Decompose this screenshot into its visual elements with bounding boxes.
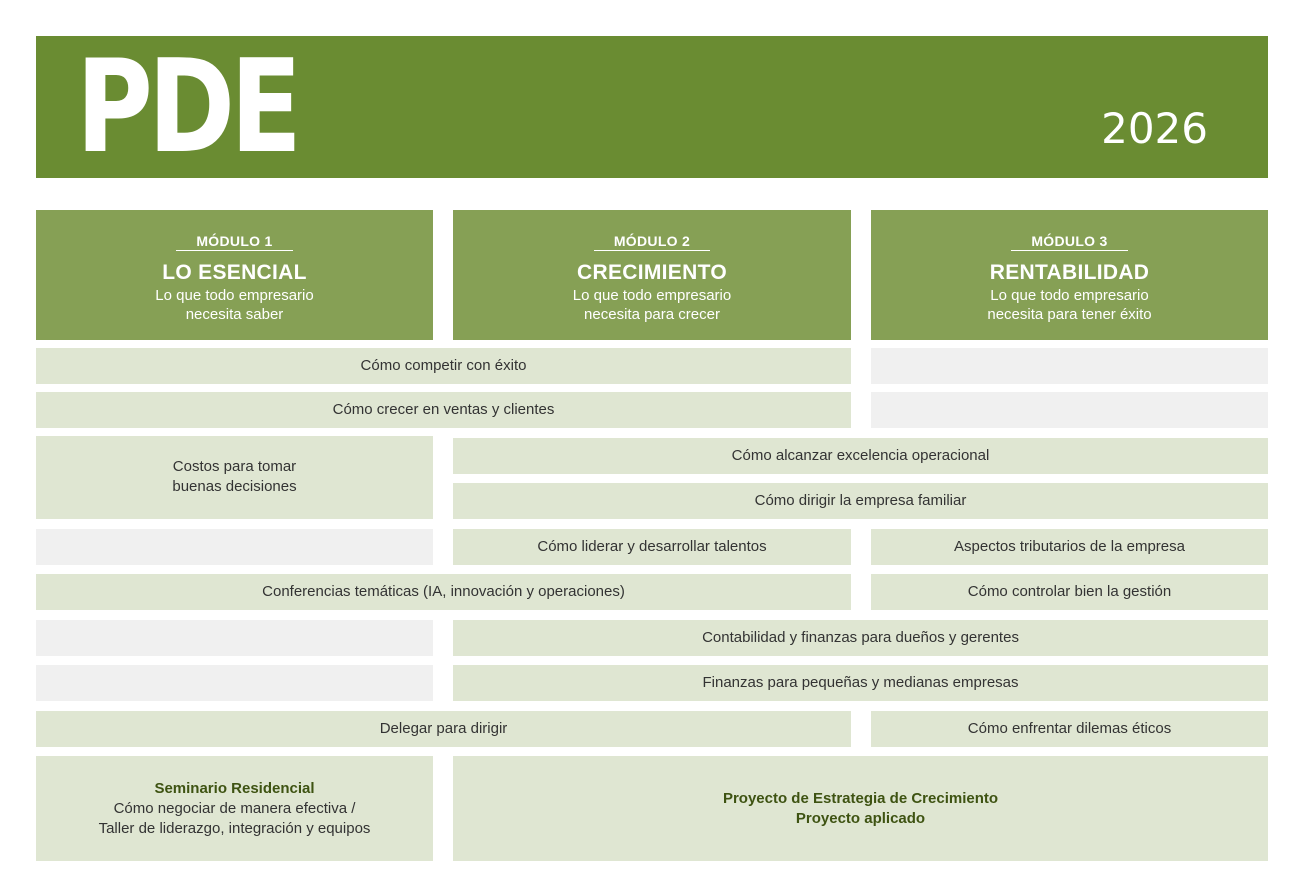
- course-crecer: Cómo crecer en ventas y clientes: [36, 392, 851, 428]
- module-3-label: MÓDULO 3: [1011, 233, 1127, 251]
- program-logo: PDE: [76, 33, 297, 182]
- module-3-subtitle: [871, 286, 1268, 324]
- project-block: [453, 756, 1268, 861]
- course-dilemas: Cómo enfrentar dilemas éticos: [871, 711, 1268, 747]
- module-1-label: MÓDULO 1: [176, 233, 292, 251]
- course-contabilidad: Contabilidad y finanzas para dueños y gerentes: [453, 620, 1268, 656]
- course-controlar: Cómo controlar bien la gestión: [871, 574, 1268, 610]
- project-line-2: Proyecto aplicado: [795, 809, 926, 827]
- empty-slot: [36, 529, 433, 565]
- module-1-title: LO ESENCIAL: [162, 261, 307, 284]
- module-2-subtitle-line-2: necesita para crecer: [584, 306, 720, 323]
- course-tributarios: Aspectos tributarios de la empresa: [871, 529, 1268, 565]
- module-1-subtitle: [36, 286, 433, 324]
- course-familiar: Cómo dirigir la empresa familiar: [453, 483, 1268, 519]
- project-line-1: Proyecto de Estrategia de Crecimiento: [722, 789, 999, 807]
- module-3-title: RENTABILIDAD: [989, 261, 1150, 284]
- seminar-block: [36, 756, 433, 861]
- header-banner: [36, 33, 1268, 182]
- module-3-subtitle-line-2: necesita para tener éxito: [987, 306, 1152, 323]
- module-2-title: CRECIMIENTO: [577, 261, 727, 284]
- course-talentos: Cómo liderar y desarrollar talentos: [453, 529, 851, 565]
- course-competir: Cómo competir con éxito: [36, 348, 851, 384]
- empty-slot: [36, 620, 433, 656]
- module-2-subtitle: [453, 286, 851, 324]
- seminar-title: Seminario Residencial: [154, 779, 315, 797]
- program-year: 2026: [1101, 104, 1208, 153]
- module-2-header: [453, 210, 851, 340]
- course-costos-line-2: buenas decisiones: [172, 478, 297, 495]
- empty-slot: [36, 665, 433, 701]
- course-excelencia: Cómo alcanzar excelencia operacional: [453, 438, 1268, 474]
- seminar-line-2: Taller de liderazgo, integración y equipos: [98, 819, 371, 837]
- course-conferencias: Conferencias temáticas (IA, innovación y operaciones): [36, 574, 851, 610]
- module-1-subtitle-line-1: Lo que todo empresario: [155, 287, 314, 304]
- course-delegar: Delegar para dirigir: [36, 711, 851, 747]
- seminar-line-1: Cómo negociar de manera efectiva /: [113, 799, 356, 817]
- empty-slot: [871, 348, 1268, 384]
- module-2-label: MÓDULO 2: [594, 233, 710, 251]
- module-2-subtitle-line-1: Lo que todo empresario: [572, 287, 732, 304]
- course-costos-line-1: Costos para tomar: [172, 458, 297, 475]
- module-1-subtitle-line-2: necesita saber: [185, 306, 284, 323]
- empty-slot: [871, 392, 1268, 428]
- module-1-header: [36, 210, 433, 340]
- course-costos: [36, 436, 433, 519]
- course-finanzas: Finanzas para pequeñas y medianas empresas: [453, 665, 1268, 701]
- module-3-header: [871, 210, 1268, 340]
- module-3-subtitle-line-1: Lo que todo empresario: [990, 287, 1149, 304]
